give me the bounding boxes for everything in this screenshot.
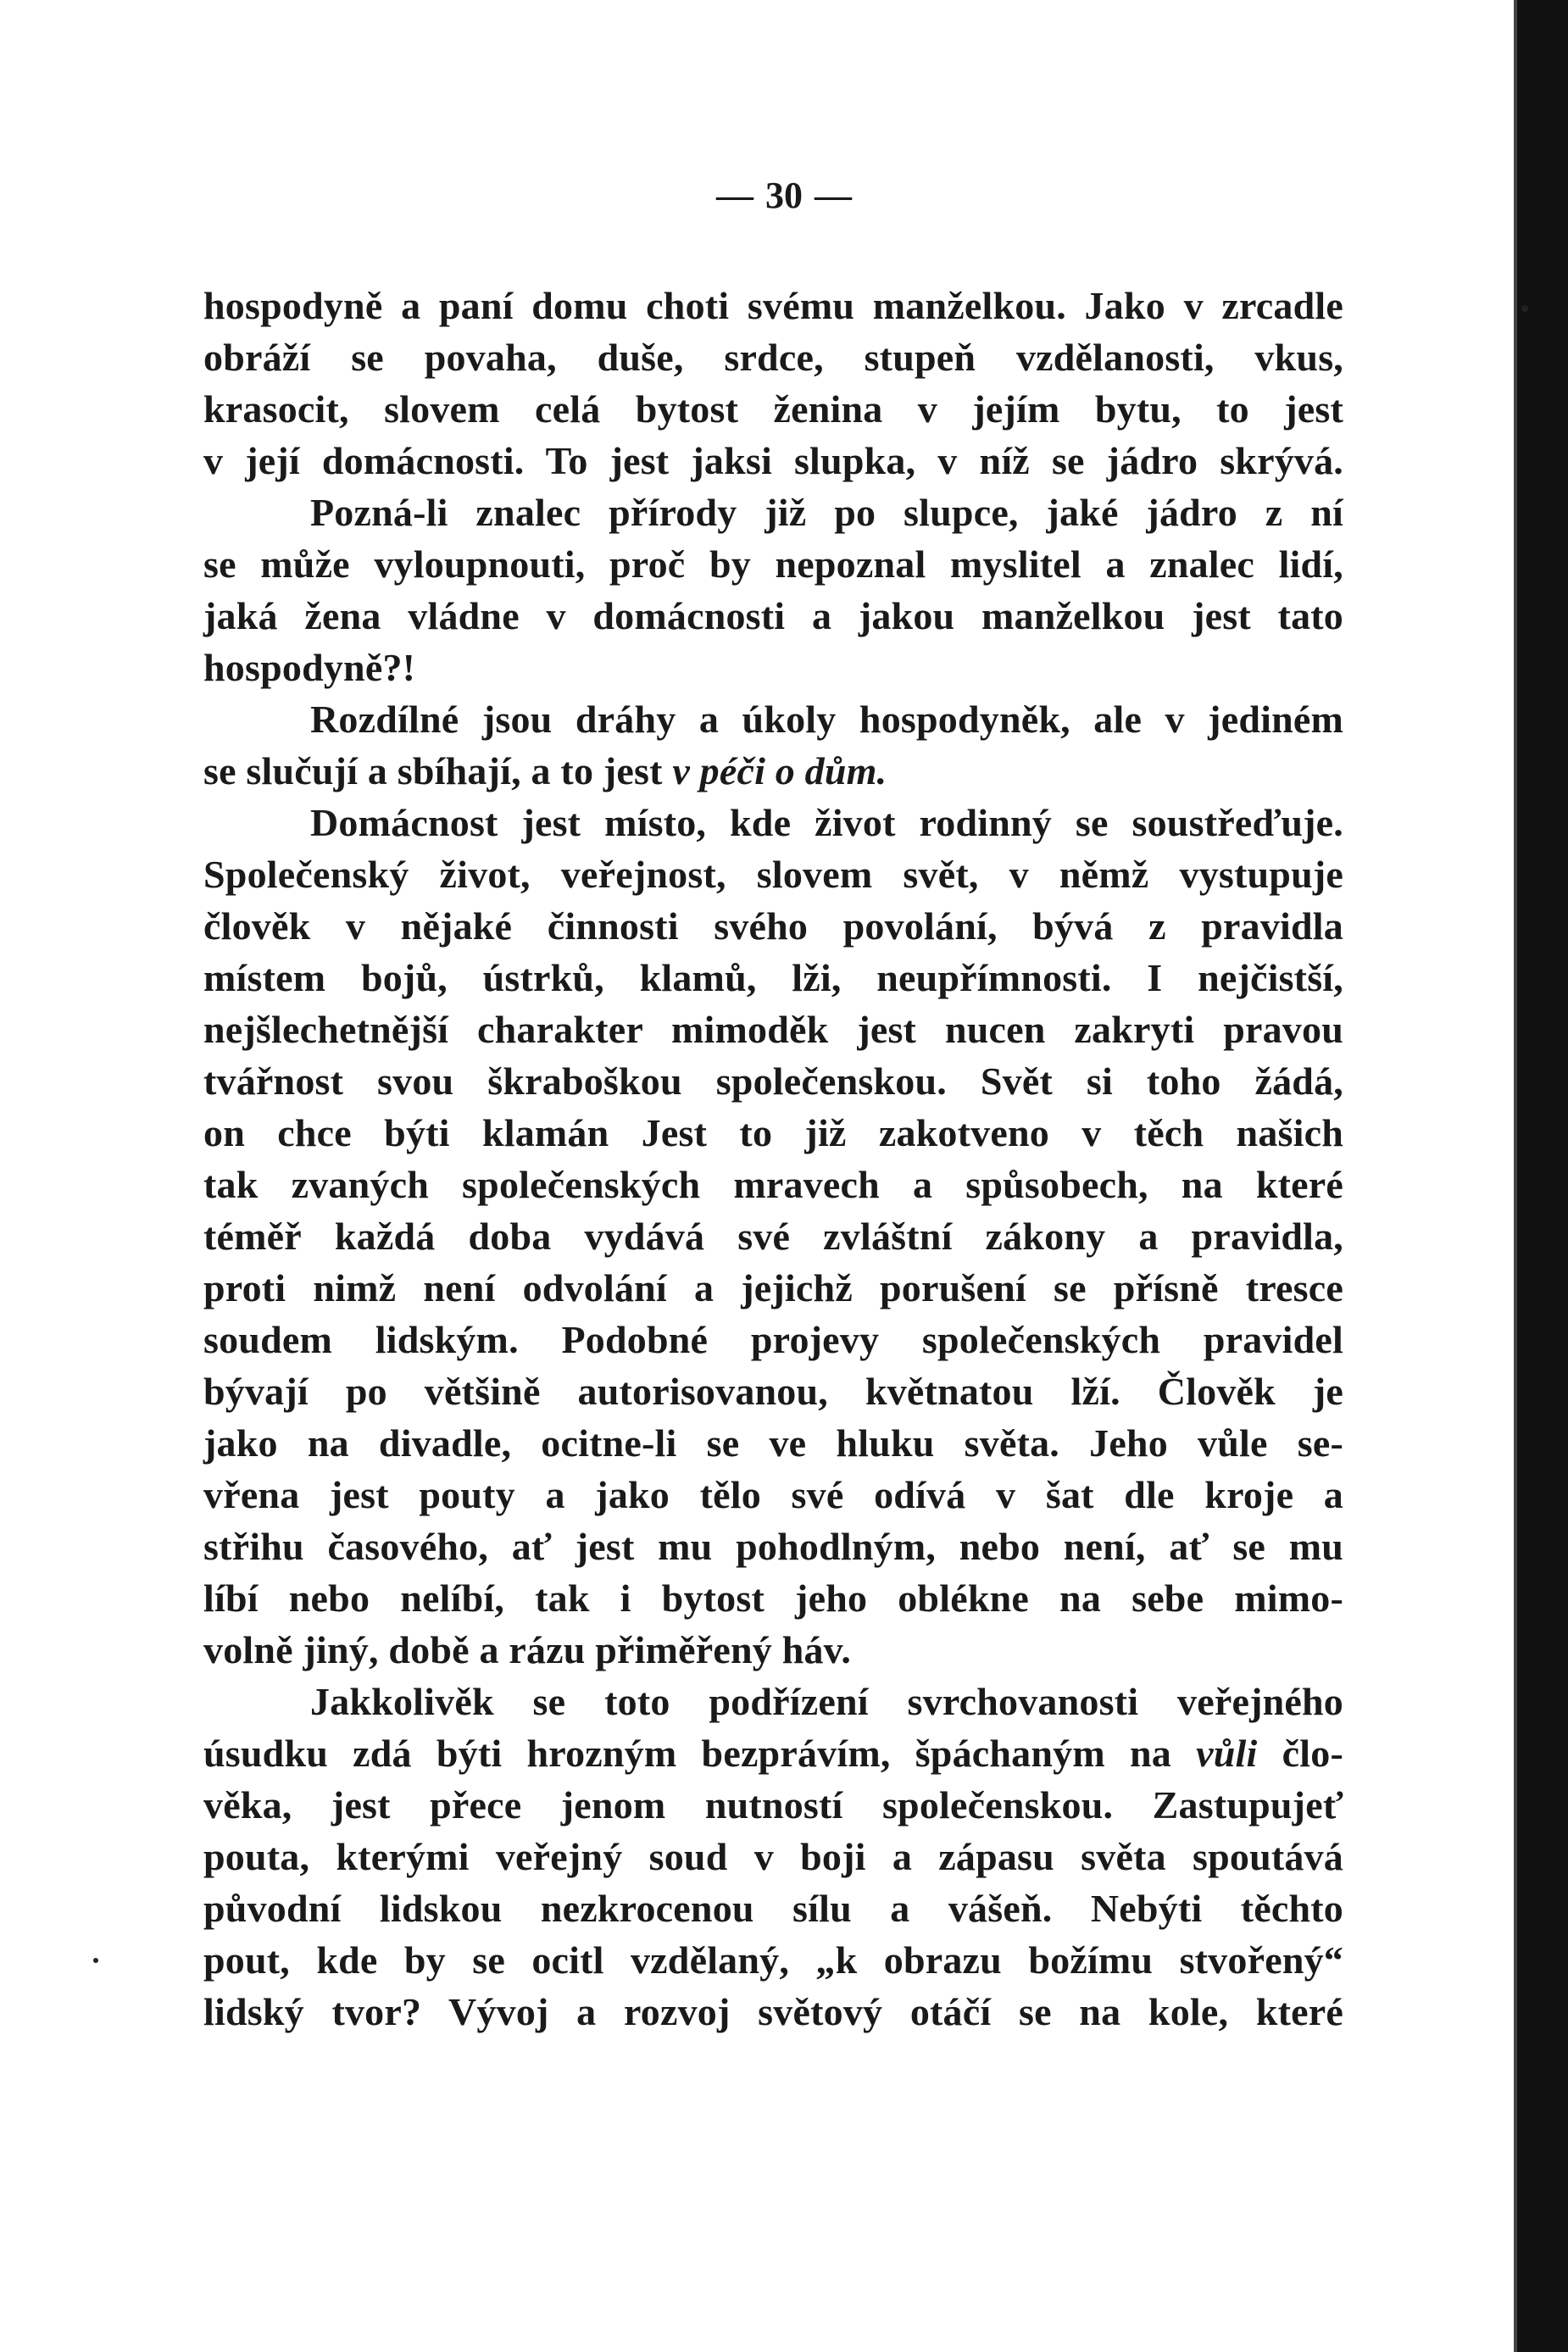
text-line: volně jiný, době a rázu přiměřený háv.: [203, 1628, 852, 1671]
text-line: člověk v nějaké činnosti svého povolání, bývá z pravidla: [203, 904, 1343, 948]
text-line: střihu časového, ať jest mu pohodlným, nebo není, ať se mu: [203, 1525, 1343, 1568]
text-line: Pozná-li znalec přírody již po slupce, jaké jádro z ní: [310, 491, 1343, 534]
text-line: Rozdílné jsou dráhy a úkoly hospodyněk, ale v jediném: [310, 698, 1343, 741]
text-line: soudem lidským. Podobné projevy společenských pravidel: [203, 1318, 1343, 1361]
scan-border: [1517, 0, 1568, 2352]
text-line: v její domácnosti. To jest jaksi slupka, v níž se jádro skrývá.: [203, 439, 1343, 482]
page-number: [0, 174, 1568, 217]
text-line: nejšlechetnější charakter mimoděk jest nucen zakryti pravou: [203, 1008, 1343, 1051]
text-line: lidský tvor? Vývoj a rozvoj světový otáčí se na kole, které: [203, 1990, 1343, 2033]
emphasis-text: vůli: [1196, 1732, 1258, 1775]
page-number-dash-left: —: [716, 175, 753, 216]
text-line: líbí nebo nelíbí, tak i bytost jeho oblékne na sebe mimo-: [203, 1576, 1343, 1620]
text-line: se může vyloupnouti, proč by nepoznal myslitel a znalec lidí,: [203, 542, 1343, 586]
text-line: hospodyně a paní domu choti svému manželkou. Jako v zrcadle: [203, 284, 1343, 327]
text-line: jaká žena vládne v domácnosti a jakou manželkou jest tato: [203, 594, 1343, 637]
text-line: místem bojů, ústrků, klamů, lži, neupřímnosti. I nejčistší,: [203, 956, 1343, 999]
text-segment: se slučují a sbíhají, a to jest: [203, 749, 663, 792]
text-line: tvářnost svou škraboškou společenskou. Svět si toho žádá,: [203, 1059, 1343, 1103]
text-line: původní lidskou nezkrocenou sílu a vášeň. Nebýti těchto: [203, 1887, 1343, 1930]
scan-speck: [93, 1958, 98, 1963]
text-line: krasocit, slovem celá bytost ženina v jejím bytu, to jest: [203, 387, 1343, 431]
page-number-dash-right: —: [815, 175, 852, 216]
text-line: hospodyně?!: [203, 646, 416, 689]
text-line: pout, kde by se ocitl vzdělaný, „k obrazu božímu stvořený“: [203, 1938, 1343, 1982]
text-line: tak zvaných společenských mravech a spůsobech, na které: [203, 1163, 1343, 1206]
text-line: proti nimž není odvolání a jejichž porušení se přísně tresce: [203, 1266, 1343, 1309]
text-segment: úsudku zdá býti hrozným bezprávím, špáchaným na: [203, 1732, 1172, 1775]
text-line: Domácnost jest místo, kde život rodinný se soustřeďuje.: [310, 801, 1343, 844]
text-line: [203, 1727, 1343, 1779]
text-line: Jakkolivěk se toto podřízení svrchovanosti veřejného: [310, 1680, 1343, 1723]
text-line: [203, 745, 1343, 797]
text-line: pouta, kterými veřejný soud v boji a zápasu světa spoutává: [203, 1835, 1343, 1878]
text-line: jako na divadle, ocitne-li se ve hluku světa. Jeho vůle se-: [203, 1421, 1343, 1465]
text-line: téměř každá doba vydává své zvláštní zákony a pravidla,: [203, 1215, 1343, 1258]
scan-speck: [1521, 305, 1528, 312]
text-line: vřena jest pouty a jako tělo své odívá v šat dle kroje a: [203, 1473, 1343, 1516]
text-line: bývají po většině autorisovanou, květnatou lží. Člověk je: [203, 1370, 1343, 1413]
text-segment: člo-: [1282, 1732, 1343, 1775]
body-text: [203, 280, 1343, 2038]
page-number-value: 30: [765, 175, 803, 216]
emphasis-text: v péči o dům.: [672, 749, 887, 792]
text-line: věka, jest přece jenom nutností společenskou. Zastupujeť: [203, 1783, 1343, 1827]
text-line: Společenský život, veřejnost, slovem svět, v němž vystupuje: [203, 853, 1343, 896]
text-line: on chce býti klamán Jest to již zakotveno v těch našich: [203, 1111, 1343, 1154]
text-line: obráží se povaha, duše, srdce, stupeň vzdělanosti, vkus,: [203, 336, 1343, 379]
